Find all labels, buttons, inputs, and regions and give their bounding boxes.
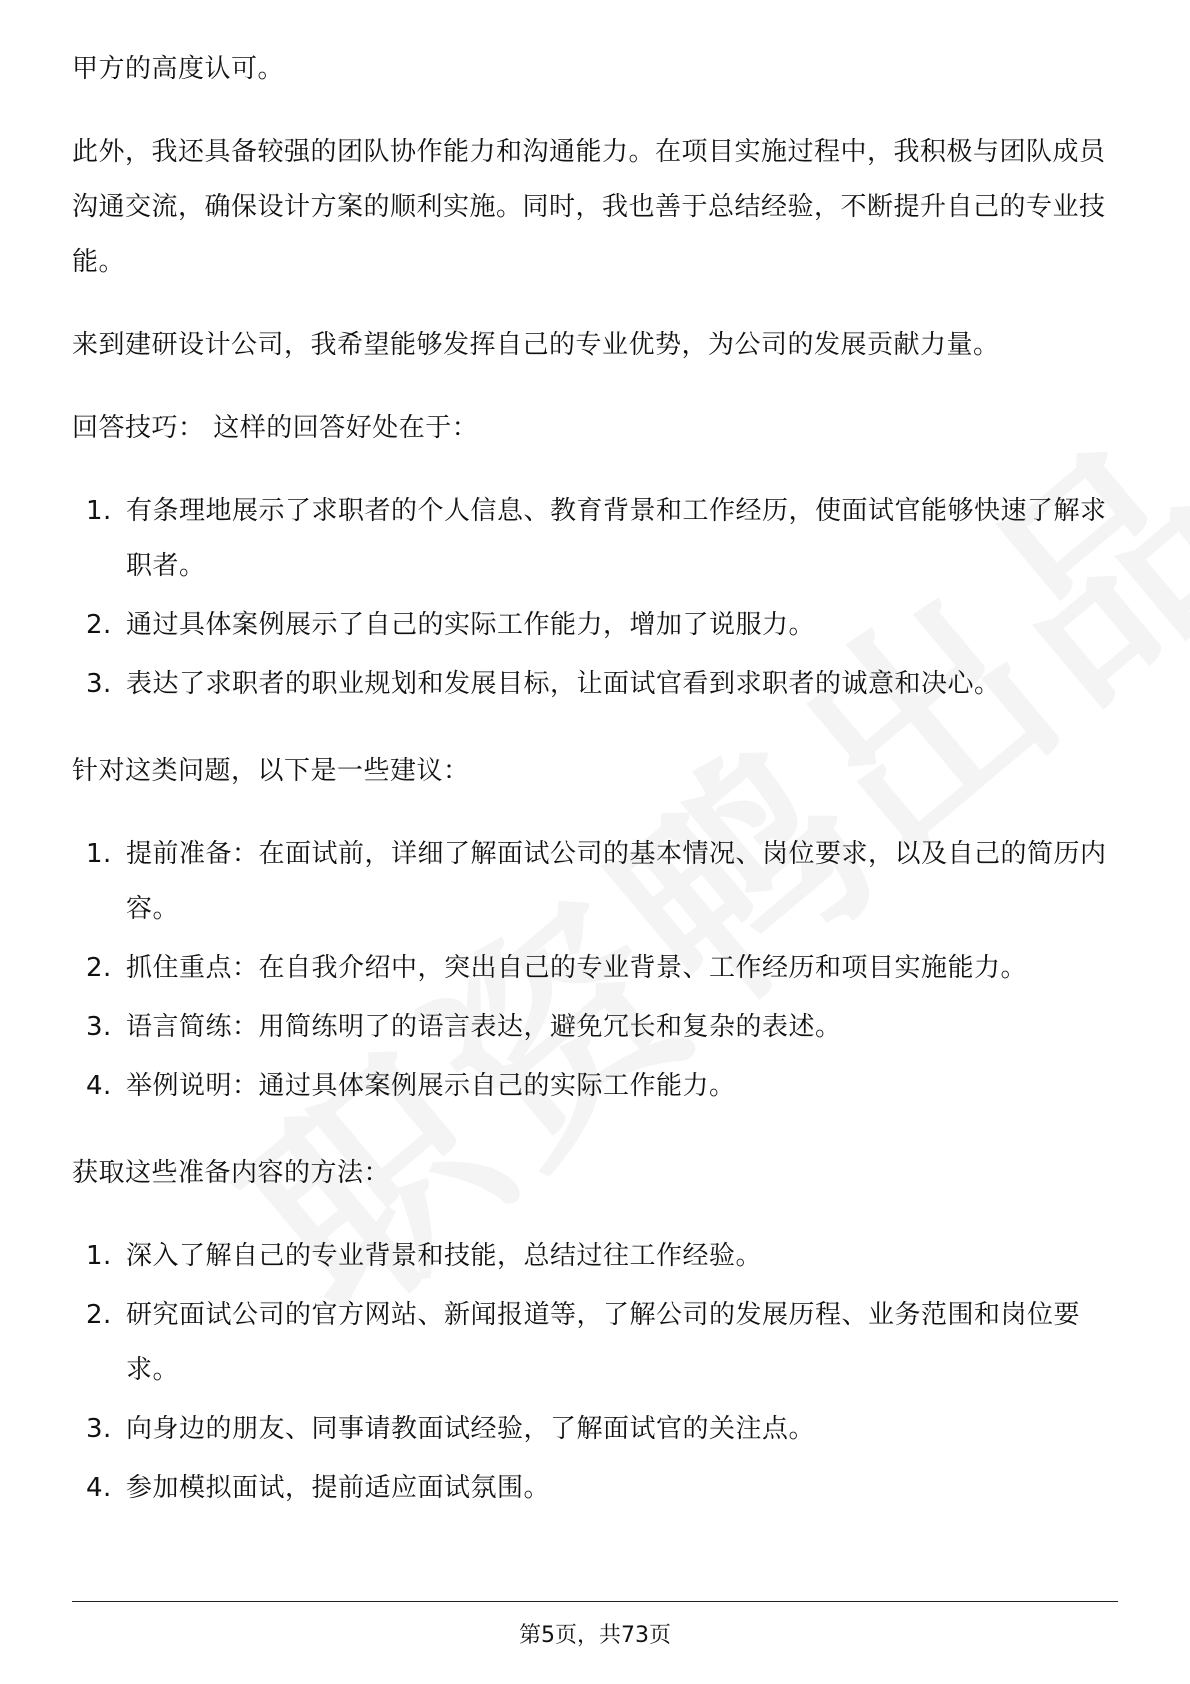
list-item (72, 1461, 1118, 1516)
list-item (72, 1288, 1118, 1398)
list-item (72, 941, 1118, 996)
paragraph-1: 甲方的高度认可。 (72, 54, 285, 84)
list-number: 2. (86, 610, 112, 640)
list-item (72, 484, 1118, 594)
footer-divider (72, 1601, 1118, 1602)
list-number: 4. (86, 1071, 112, 1101)
list-number: 2. (86, 1300, 112, 1330)
list-number: 2. (86, 953, 112, 983)
list-item (72, 598, 1118, 653)
list-item-text: 参加模拟面试，提前适应面试氛围。 (126, 1473, 551, 1503)
list-number: 4. (86, 1473, 112, 1503)
list-item-text: 有条理地展示了求职者的个人信息、教育背景和工作经历，使面试官能够快速了解求职者。 (126, 496, 1107, 581)
list-number: 3. (86, 1012, 112, 1042)
list-item-text: 研究面试公司的官方网站、新闻报道等，了解公司的发展历程、业务范围和岗位要求。 (126, 1300, 1081, 1385)
document-body (72, 42, 1118, 1548)
list-number: 1. (86, 496, 112, 526)
paragraph-2: 此外，我还具备较强的团队协作能力和沟通能力。在项目实施过程中，我积极与团队成员沟通交流，确保设计方案的顺利实施。同时，我也善于总结经验，不断提升自己的专业技能。 (72, 137, 1106, 277)
suggestions-heading: 针对这类问题，以下是一些建议： (72, 756, 470, 786)
list-item-text: 深入了解自己的专业背景和技能，总结过往工作经验。 (126, 1241, 763, 1271)
list-item (72, 1229, 1118, 1284)
list-item (72, 1059, 1118, 1114)
list-item-text: 举例说明：通过具体案例展示自己的实际工作能力。 (126, 1071, 736, 1101)
list-item (72, 827, 1118, 937)
list-item-text: 抓住重点：在自我介绍中，突出自己的专业背景、工作经历和项目实施能力。 (126, 953, 1028, 983)
answer-benefits-list (72, 484, 1118, 712)
preparation-methods-list (72, 1229, 1118, 1516)
paragraph-3: 来到建研设计公司，我希望能够发挥自己的专业优势，为公司的发展贡献力量。 (72, 330, 1000, 360)
list-number: 3. (86, 1414, 112, 1444)
list-number: 1. (86, 839, 112, 869)
list-item-text: 向身边的朋友、同事请教面试经验，了解面试官的关注点。 (126, 1414, 816, 1444)
preparation-methods-heading: 获取这些准备内容的方法： (72, 1158, 391, 1188)
answer-tips-heading: 回答技巧： 这样的回答好处在于： (72, 413, 479, 443)
list-item (72, 1402, 1118, 1457)
suggestions-list (72, 827, 1118, 1114)
list-item (72, 1000, 1118, 1055)
list-number: 1. (86, 1241, 112, 1271)
list-item-text: 提前准备：在面试前，详细了解面试公司的基本情况、岗位要求，以及自己的简历内容。 (126, 839, 1107, 924)
list-item-text: 通过具体案例展示了自己的实际工作能力，增加了说服力。 (126, 610, 816, 640)
list-item-text: 表达了求职者的职业规划和发展目标，让面试官看到求职者的诚意和决心。 (126, 669, 1001, 699)
list-item-text: 语言简练：用简练明了的语言表达，避免冗长和复杂的表述。 (126, 1012, 842, 1042)
list-number: 3. (86, 669, 112, 699)
page-number: 第5页，共73页 (519, 1623, 671, 1648)
list-item (72, 657, 1118, 712)
